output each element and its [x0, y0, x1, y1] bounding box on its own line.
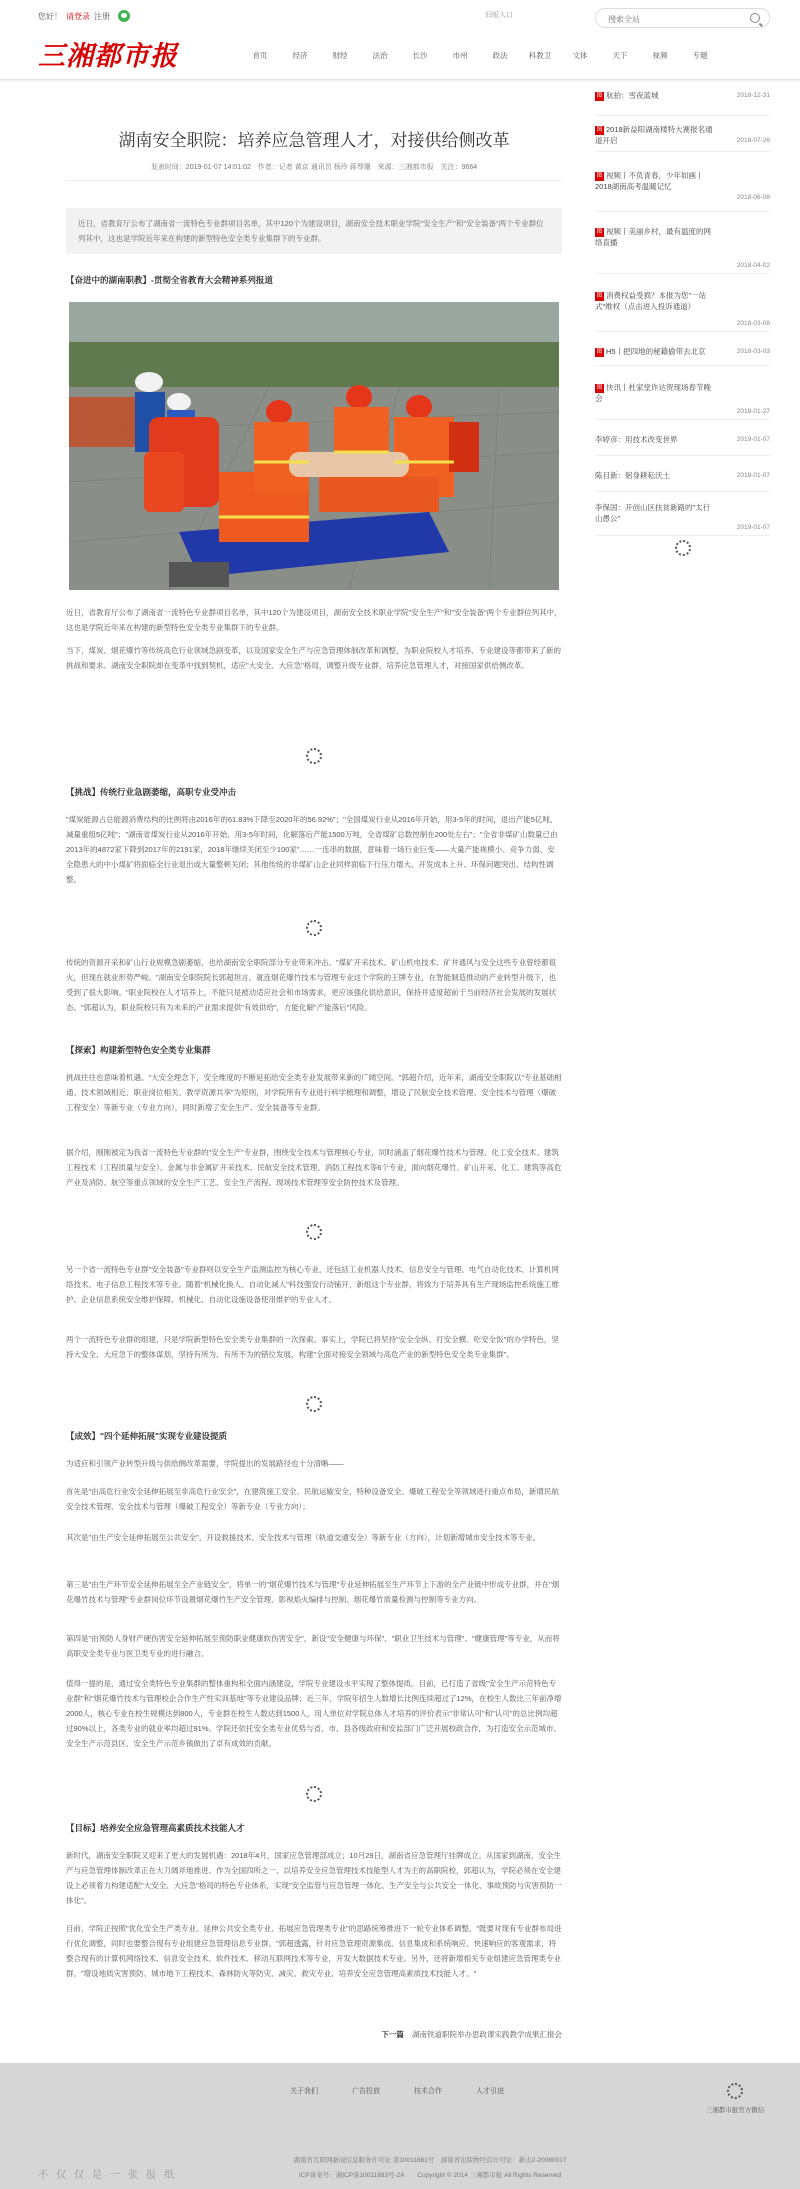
loading-spinner-icon — [306, 748, 322, 764]
footer-link[interactable]: 技术合作 — [414, 2088, 442, 2095]
sidebar-news-title: 视频丨美丽乡村，最有温度的网络直播 — [595, 227, 711, 247]
image-tag-icon: 图 — [596, 126, 603, 133]
article-paragraph: 为适应和引领产业转型升级与供给侧改革需要，学院提出的发展路径也十分清晰—— — [66, 1459, 344, 1468]
article-paragraph: 另一个省一流特色专业群"安全装备"专业群则以安全生产监测监控为核心专业，还包括工业机器人技术、信息安全与管理、电气自动化技术、计算机网络技术、电子信息工程技术等专业。随着"机械化换人、自动化减人"科技强安行动铺开，新组这个专业群，将致力于培养具有生产现场监控系统施工维护、企业信息系统安全维护保障、机械化、自动化设施设备使用维护的专业人才。 — [66, 1265, 559, 1304]
sidebar-news-title: 陈目新：躬身耕耘沃土 — [595, 471, 670, 480]
footer-slogan: 不仅仅是一张报纸 — [38, 2170, 182, 2181]
article-paragraph: 挑战往往也意味着机遇。"大安全理念下，安全维度的不断延拓给安全类专业发展带来新的广阔空间。"郭超介绍，近年来，湖南安全职院以"专业基础相通、技术领域相近、职业岗位相关、教学资源共享"为原则，对学院所有专业进行科学梳理和调整，增设了民航安全技术管理、安全技术与管理（爆破工程安全）等新专业（专业方向），同时新增了安全生产、安全装备等专业群。 — [66, 1073, 562, 1112]
sidebar-news-date: 2019-01-07 — [736, 524, 770, 531]
user-links — [38, 10, 130, 22]
article-paragraph: 第三是"由生产环节安全延伸拓展至全产业链安全"，将单一的"烟花爆竹技术与管理"专业延伸拓展至生产环节上下游的全产业链中形成专业群，并在"烟花爆竹技术与管理"专业群岗位环节设置烟花爆竹生产安全管理、影视焰火编排与控制、烟花爆竹质量检测与控制等专业方向。 — [66, 1580, 560, 1604]
meta-divider — [66, 180, 562, 181]
article-paragraph: 据介绍，刚刚被定为我省一流特色专业群的"安全生产"专业群，围绕安全技术与管理核心专业，同时涵盖了烟花爆竹技术与管理、化工安全技术、建筑工程技术（工程质量与安全）、金属与非金属矿开采技术、民航安全技术管理、消防工程技术等6个专业，面向烟花爆竹、矿山开采、化工、建筑等高危产业及消防、航空等重点领域的安全生产工艺、安全生产流程、现场技术管理等安全防控技术及管理。 — [66, 1148, 562, 1187]
sidebar-news-title: H5丨把四地的秘籍偷带去北京 — [606, 347, 706, 356]
rescue-drill-photo — [69, 302, 559, 590]
sidebar-news-title: 李保国：开创山区扶贫新路的"太行山愚公" — [595, 503, 711, 523]
nav-item[interactable]: 法治 — [372, 51, 388, 60]
sidebar-news-date: 2018-06-08 — [736, 194, 770, 201]
sidebar-news-date: 2018-07-26 — [736, 137, 770, 144]
article-paragraph: 新时代，湖南安全职院又迎来了更大的发展机遇：2018年4月，国家应急管理部成立；10月29日，湖南省应急管理厅挂牌成立。从国家到湖南，安全生产与应急管理体制改革正在大刀阔斧地推进。作为全国四所之一、以培养安全应急管理技术技能型人才为主的高职院校，郭超认为，学院必须在安全建设上必须着力构建适配"大安全、大应急"格局的特色专业体系，实现"安全监管与应急管理一体化、生产安全与公共安全一体化、事故预防与灾害预防一体化"。 — [66, 1851, 562, 1905]
article-paragraph: 两个一流特色专业群的组建，只是学院新型特色安全类专业集群的一次探索。事实上，学院已将坚持"安全全纵、打安全横、吃安全饭"的办学特色，坚持大安全、大应急下的整体谋划，坚持有所为、有所不为的错位发展，构建"全面对接安全领域与高危产业的新型特色安全类专业集群"。 — [66, 1335, 559, 1359]
loading-spinner-icon — [306, 920, 322, 936]
old-version-link[interactable]: 旧版入口 — [485, 12, 513, 19]
next-article — [66, 2029, 562, 2040]
nav-item[interactable]: 财经 — [332, 51, 348, 60]
nav-item[interactable]: 视频 — [652, 51, 668, 60]
sidebar-news-item[interactable] — [595, 90, 770, 116]
sidebar-news-title: 航拍：雪夜蓝城 — [606, 91, 659, 100]
footer-copyright-line: ICP备案号：湘ICP备10011883号-2A Copyright © 2014 三湘都市报 All Rights Reserved — [298, 2172, 562, 2179]
sidebar-news-item[interactable] — [595, 382, 770, 420]
register-link[interactable]: 注册 — [94, 11, 110, 21]
nav-item[interactable]: 政法 — [492, 51, 508, 60]
nav-item[interactable]: 经济 — [292, 51, 308, 60]
nav-item[interactable]: 市州 — [452, 51, 468, 60]
footer-license — [230, 2153, 630, 2183]
sidebar-news-item[interactable] — [595, 346, 770, 366]
image-tag-icon: 图 — [596, 384, 603, 391]
image-tag-icon: 图 — [596, 172, 603, 179]
image-tag-icon: 图 — [596, 348, 603, 355]
section-heading-goal: 【目标】培养安全应急管理高素质技术技能人才 — [66, 1823, 245, 1833]
article-paragraph: "煤炭能源占总能源消费结构的比例将由2016年的61.83%下降至2020年的56.92%"；"全国煤炭行业从2016年开始，用3-5年的时间，退出产能5亿吨、减量重组5亿吨"；"湖南省煤炭行业从2016年开始，用3-5年时间，化解落后产能1500万吨，全省煤矿总数控制在200处左右"；"全省非煤矿山数量已由2013年的4872家下降到2017年的2191家，2018年继续关闭至少100家"……一连串的数据，意味着一场行业巨变——大量产能规模小、竞争力弱、安全隐患大的中小煤矿将面临全行业退出或大量整顿关闭；其他传统的非煤矿山企业同样面临下行压力增大、开发成本上升、环保问题突出、结构性调整。 — [66, 815, 558, 884]
sidebar-news-date: 2018-12-31 — [736, 92, 770, 99]
sidebar-news-date: 2019-01-27 — [736, 408, 770, 415]
sidebar-news-date: 2018-03-03 — [736, 348, 770, 355]
loading-spinner-icon — [306, 1396, 322, 1412]
article-paragraph: 传统的资源开采和矿山行业规模急剧萎缩，也给湖南安全职院部分专业带来冲击。"煤矿开采技术、矿山机电技术、矿井通风与安全这些专业曾经都很火，但现在就业形势严峻。"湖南安全职院院长郭超坦言，就连烟花爆竹技术与管理专业这个学院的王牌专业，在智能制造推动的产业转型升级下，也受到了很大影响。"职业院校在人才培养上，不能只是被动适应社会和市场需求，更应该强化供给意识，保持并适度超前于当前经济社会发展的发展状态。"郭超认为，职业院校只有为未来的产业需求提供"有效供给"，方能化解"产能落后"风险。 — [66, 958, 557, 1012]
image-tag-icon: 图 — [596, 228, 603, 235]
sidebar-news-date: 2019-01-07 — [736, 472, 770, 479]
image-tag-icon: 图 — [596, 92, 603, 99]
nav-item[interactable]: 文体 — [572, 51, 588, 60]
footer-wechat-badge — [690, 2083, 780, 2114]
sidebar-news-title: 2018新益阳湖南楼特大赛报名通道开启 — [595, 125, 713, 145]
loading-spinner-icon — [306, 1786, 322, 1802]
footer-badge-label: 三湘都市报官方微信 — [705, 2107, 765, 2114]
sidebar-news-title: 快讯丨杜家堂许达贺现场春节晚会 — [595, 383, 711, 403]
footer-link[interactable]: 人才引进 — [476, 2088, 504, 2095]
article-paragraph: 当下，煤炭、烟花爆竹等传统高危行业领域急剧变革，以及国家安全生产与应急管理体制改革和调整，为职业院校人才培养、专业建设等都带来了新的挑战和要求。湖南安全职院却在变革中找到契机，适应"大安全、大应急"格局，调整升级专业群，培养应急管理人才，对接国家供给侧改革。 — [66, 646, 561, 670]
article-paragraph: 第四是"由预防人身财产硬伤害安全延伸拓展至预防职业健康软伤害安全"，新设"安全健康与环保"、"职业卫生技术与管理"、"健康管理"等专业，从而将高职安全类专业与医卫类专业的进行融合。 — [66, 1634, 560, 1658]
site-header — [0, 30, 800, 80]
article-meta: 发表时间：2019-01-07 14:01:02 作者：记者 黄京 通讯员 杨玲 蒋琴珊 来源：三湘都市报 关注：9664 — [150, 164, 478, 171]
greeting-text: 您好！ — [38, 11, 62, 21]
footer-license-line: 湖南省互联网新闻信息服务许可证 第10011881号 湖南省出版物经营许可证：新出2-20080017 — [293, 2157, 567, 2164]
qr-code-icon — [727, 2083, 743, 2099]
sidebar-news-item[interactable] — [595, 502, 770, 536]
article-paragraph: 其次是"由生产安全延伸拓展至公共安全"，开设救援技术、安全技术与管理（轨道交通安全）等新专业（方向），计划新增城市安全技术等专业。 — [66, 1533, 541, 1542]
article-photo — [69, 302, 559, 590]
next-article-link[interactable]: 湖南铁道职院举办思政课实践教学成果汇报会 — [412, 2030, 562, 2039]
site-footer — [0, 2063, 800, 2189]
nav-item[interactable]: 科教卫 — [528, 51, 552, 60]
section-heading-challenge: 【挑战】传统行业急剧萎缩，高职专业受冲击 — [66, 787, 237, 797]
search-icon[interactable] — [750, 13, 760, 23]
sidebar-news-title: 李婷彦：用技术改变世界 — [595, 435, 678, 444]
article-title: 湖南安全职院：培养应急管理人才，对接供给侧改革 — [118, 131, 510, 150]
article-paragraph: 近日，省教育厅公布了湖南省一流特色专业群项目名单，其中120个为建设项目，湖南安全技术职业学院"安全生产"和"安全装备"两个专业群位列其中，这也是学院近年来在构建的新型特色安全类专业集群下的专业群。 — [66, 608, 562, 632]
sidebar-news-date: 2019-01-07 — [736, 436, 770, 443]
next-article-label: 下一篇 — [381, 2030, 404, 2039]
sidebar-news-item[interactable] — [595, 170, 770, 212]
article-paragraph: 目前，学院正按照"优化安全生产类专业、延伸公共安全类专业、拓展应急管理类专业"的思路统筹推进下一轮专业体系调整，"既要对现有专业群布局进行优化调整，同时也要整合现有专业组建应急管理信息专业群。"郭超透露，针对应急管理资源集成、信息集成和系统响应、快速响应的客观需求，将整合现有的计算机网络技术、信息安全技术、软件技术、移动互联网技术等专业，开发大数据技术专业。另外，还将新增相关专业组建应急管理类专业群。"增设地质灾害预防、城市地下工程技术、森林防火等防灾、减灾、救灾专业，培养安全应急管理高素质技术技能人才。" — [66, 1924, 562, 1978]
sidebar-news-date: 2018-03-08 — [736, 320, 770, 327]
section-heading-explore: 【探索】构建新型特色安全类专业集群 — [66, 1045, 211, 1055]
footer-link[interactable]: 关于我们 — [290, 2088, 318, 2095]
section-heading-result: 【成效】"四个延伸拓展"实现专业建设提质 — [66, 1431, 228, 1441]
sidebar-news-item[interactable] — [595, 124, 770, 152]
image-tag-icon: 图 — [596, 292, 603, 299]
nav-item[interactable]: 长沙 — [412, 51, 428, 60]
nav-item[interactable]: 专题 — [692, 51, 708, 60]
login-link[interactable]: 请登录 — [66, 11, 90, 21]
sidebar-news-date: 2018-04-02 — [736, 262, 770, 269]
article-summary: 近日，省教育厅公布了湖南省一流特色专业群项目名单，其中120个为建设项目，湖南安全技术职业学院"安全生产"和"安全装备"两个专业群位列其中，这也是学院近年来在构建的新型特色安全类专业集群下的专业群。 — [66, 208, 562, 254]
sidebar-news-title: 视频丨不负青春，少年如画丨2018湖南高考温暖记忆 — [595, 171, 704, 191]
article-paragraph: 值得一提的是，通过安全类特色专业集群的整体重构和全面内涵建设，学院专业建设水平实现了整体提质。目前，已打造了省级"安全生产示范特色专业群"和"烟花爆竹技术与管理校企合作生产性实训基地"等专业建设品牌；近三年，学院年招生人数增长比例连续超过了12%，在校生人数比三年前净增2000人，核心专业在校生规模达到800人，专业群在校生人数达到1500人，用人单位对学院总体人才培养的评价表示"非常认可"和"认可"的总比例均超过90%以上，各类专业的就业率均超过91%。学院还依托安全类专业优势与省、市、县各级政府和安监部门广泛开展校政合作，为打造安全示范城市、安全生产示范县区、安全生产示范乡镇做出了卓有成效的贡献。 — [66, 1679, 562, 1748]
main-nav — [240, 50, 720, 61]
sidebar-news-item[interactable] — [595, 470, 770, 492]
sidebar-news-item[interactable] — [595, 434, 770, 456]
loading-spinner-icon — [675, 540, 691, 556]
top-bar — [0, 0, 800, 30]
footer-links — [290, 2086, 504, 2096]
site-logo[interactable]: 三湘都市报 — [38, 41, 178, 72]
sidebar-news-item[interactable] — [595, 226, 770, 274]
article-paragraph: 首先是"由高危行业安全延伸拓展至非高危行业安全"，在建筑施工安全、民航运输安全、特种设备安全、爆破工程安全等领域进行重点布局，新增民航安全技术管理、安全技术与管理（爆破工程安全）等新专业（专业方向）； — [66, 1487, 559, 1511]
loading-spinner-icon — [306, 1224, 322, 1240]
nav-item[interactable]: 首页 — [252, 51, 268, 60]
wechat-icon[interactable] — [118, 10, 130, 22]
search-box — [595, 8, 770, 28]
sidebar-news-item[interactable] — [595, 290, 770, 332]
nav-item[interactable]: 天下 — [612, 51, 628, 60]
search-input[interactable] — [608, 12, 738, 26]
footer-link[interactable]: 广告投放 — [352, 2088, 380, 2095]
sidebar-news-title: 消费权益受损？本报为您"一站式"维权（点击进入投诉通道） — [595, 291, 707, 311]
article-kicker: 【奋进中的湖南职教】-贯彻全省教育大会精神系列报道 — [66, 275, 273, 285]
header-divider — [0, 80, 800, 82]
